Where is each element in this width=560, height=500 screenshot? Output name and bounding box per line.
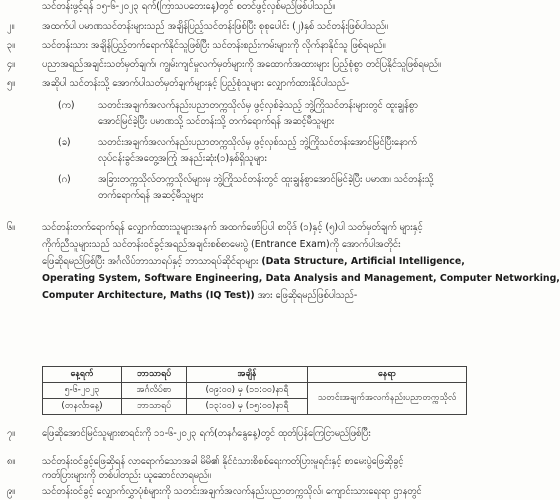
sub-item-marker: (ခ) [58,137,71,148]
text-line: ဖြေဆိုအောင်မြင်သူများစာရင်းကို ၁၁-၆-၂၀၂၃ ရက်(တနင်္ဂနွေနေ့)တွင် ထုတ်ပြန်ကြေငြာမည်ဖြစ်ပြီး [42,428,371,439]
cell-subject: အင်္ဂလိပ်စာ [122,383,187,399]
text-line: ပညာအရည်အချင်းသတ်မှတ်ချက်၊ ကျွမ်းကျင်မှုလက်မှတ်များကို အထောက်အထားများ ပြည့်စုံစွာ တင်ပြနိုင်သူဖြစ်ရမည်။ [42,59,441,70]
text-span: အား ဖြေဆိုရမည်ဖြစ်ပါသည်- [257,290,358,301]
text-span: ဖြေဆိုရမည်ဖြစ်ပြီး အင်္ဂလိပ်ဘာသာရပ်နှင့် ဘာသာရပ်ဆိုင်ရာများ [42,256,259,267]
text-line: သင်တန်းသား အချိန်ပြည့်တက်ရောက်နိုင်သူဖြစ်ပြီး သင်တန်းစည်းကမ်းများကို လိုက်နာနိုင်သူ ဖြစ်ရမည်။ [42,40,386,51]
text-line: ကိုက်ညီသူများသည် သင်တန်းဝင်ခွင့်အရည်အချင်းစစ်စာမေးပွဲ (Entrance Exam)ကို အောက်ပါအတိုင်း [42,239,401,250]
text-line: ကတ်ပြားများကို တစ်ပါတည်း ယူဆောင်လာရမည်။ [42,470,211,481]
col-header-subject: ဘာသာရပ် [122,367,187,383]
cell-subject: ဘာသာရပ် [122,399,187,415]
text-line [42,256,465,268]
text-line: တက်ရောက်ရန် အဆင့်မီသူများ [98,190,204,201]
text-line: သင်တန်းဖွင့်ရန် ၁၅-၆-၂၀၂၃ ရက်(ကြာသပတေးနေ့)တွင် စတင်ဖွင့်လှစ်မည်ဖြစ်ပါသည်။ [42,1,336,12]
cell-date: ၅-၆-၂၀၂၃ [43,383,122,399]
col-header-date: နေ့ရက် [43,367,122,383]
cell-time: (၀၉:၀၀) မှ (၁၁:၀၀)နာရီ [187,383,308,399]
cell-time: (၁၃:၀၀) မှ (၁၅:၀၀)နာရီ [187,399,308,415]
text-line: အဆိုပါ သင်တန်းသို့ အောက်ပါသတ်မှတ်ချက်များနှင့် ပြည့်စုံသူများ လျှောက်ထားနိုင်ပါသည်- [42,78,350,89]
para-number: ၆။ [7,222,16,233]
table-header-row [43,367,467,383]
cell-date: (တနင်္လာနေ့) [43,399,122,415]
text-line: သတင်းအချက်အလက်နည်းပညာတက္ကသိုလ်မှ ဖွင့်လှစ်သည့် ဘွဲ့ကြိုသင်တန်းအောင်မြင်ပြီးနောက် [98,137,417,148]
text-line [42,290,357,302]
bold-subjects: (Data Structure, Artificial Intelligence, [261,256,465,267]
bold-text: Computer Architecture, Maths (IQ Test)) [42,290,255,301]
text-line: အောင်မြင်ခဲ့ပြီး ပမာဏသို့ သင်တန်းသို့ တက်ရောက်ရန် အဆင့်မီသူများ [98,116,335,127]
para-number: ၉။ [7,486,16,497]
text-line: အခြားတက္ကသိုလ်တက္ကသိုလ်များမှ ဘွဲ့ကြိုသင်တန်းတွင် ထူးချွန်စွာအောင်မြင်ခဲ့ပြီး ပမာဏ၊ သင်တန်းသို့ [98,174,434,185]
para-number: ၅။ [7,78,16,89]
text-line: သင်တန်းတက်ရောက်ရန် လျှောက်ထားသူများအနက် အထက်ဖော်ပြပါ စာပိုဒ် (၁)နှင့် (၅)ပါ သတ်မှတ်ချက် များနှင့် [42,222,423,233]
table-row [43,383,467,399]
para-number: ၂။ [7,21,15,32]
sub-item-marker: (ဂ) [58,174,71,185]
col-header-time: အချိန် [187,367,308,383]
col-header-venue: နေရာ [308,367,467,383]
bold-line: Operating System, Software Engineering, Data Analysis and Management, Computer Networking, [42,273,560,284]
para-number: ၇။ [7,428,16,439]
para-number: ၃။ [7,40,16,51]
exam-schedule-table [42,366,467,415]
para-number: ၄။ [7,59,16,70]
sub-item-marker: (က) [58,100,75,111]
text-line: သတင်းအချက်အလက်နည်းပညာတက္ကသိုလ်မှ ဖွင့်လှစ်ခဲ့သည့် ဘွဲ့ကြိုသင်တန်းများတွင် ထူးချွန်စွာ [98,100,418,111]
text-line: အထက်ပါ ပမာဏသင်တန်းများသည် အချိန်ပြည့်သင်တန်းဖြစ်ပြီး စုစုပေါင်း (၂)နှစ် သင်တန်းဖြစ်ပါသည်။ [42,21,388,32]
text-line: လုပ်ငန်းခွင်အတွေ့အကြုံ အနည်းဆုံး(၁)နှစ်ရှိသူများ [98,153,267,164]
para-number: ၈။ [7,456,16,467]
text-line: သင်တန်းဝင်ခွင့်ဖြေဆိုရန် လာရောက်သောအခါ မိမိ၏ နိုင်ငံသားစိစစ်ရေးကတ်ပြားမူရင်းနှင့် စာမေးပွဲဖြေဆိုခွင့် [42,456,404,467]
text-line: သင်တန်းဝင်ခွင့် လျှောက်လွှာပုံစံများကို သတင်းအချက်အလက်နည်းပညာတက္ကသိုလ်၊ ကျောင်းသားရေးရာ ဌာနတွင် [42,486,422,497]
cell-venue: သတင်းအချက်အလက်နည်းပညာတက္ကသိုလ် [308,383,467,415]
